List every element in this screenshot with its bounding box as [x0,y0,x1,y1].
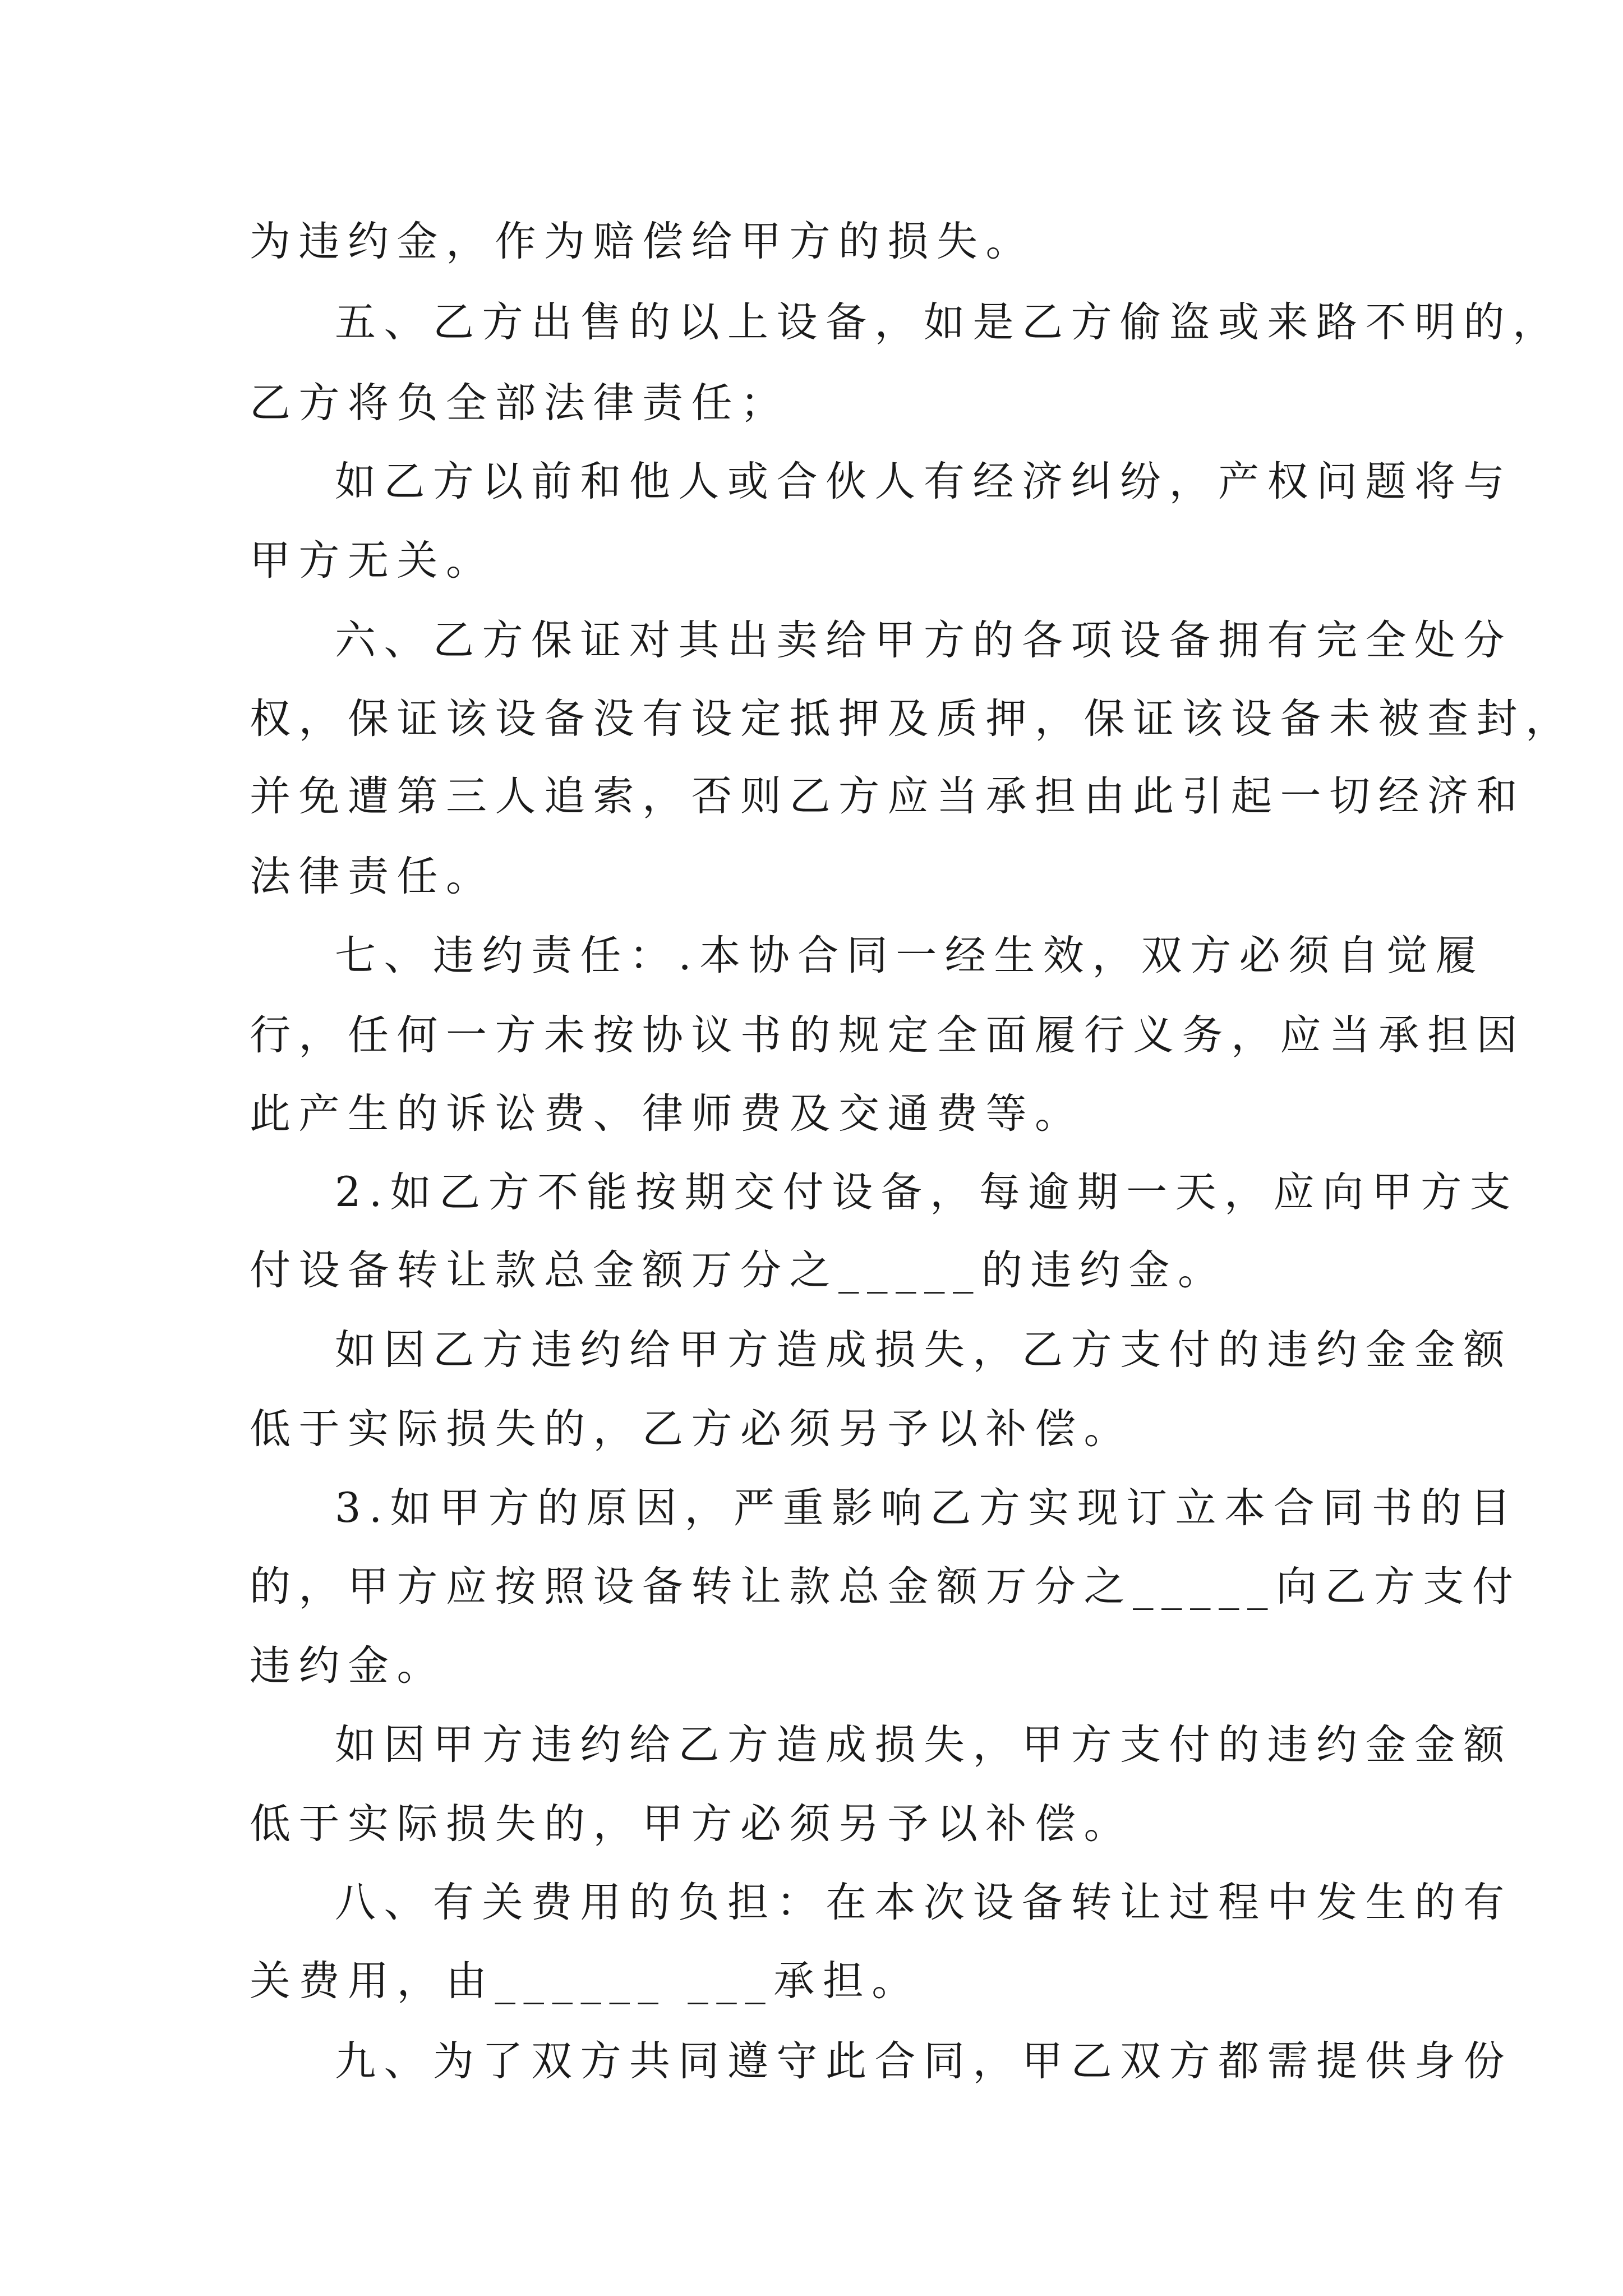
text-line: 甲方无关。 [250,537,495,585]
text-line: 为违约金，作为赔偿给甲方的损失。 [250,218,1035,265]
text-line: 违约金。 [250,1642,446,1690]
text-line: 并免遭第三人追索，否则乙方应当承担由此引起一切经济和 [250,772,1525,820]
text-line: 低于实际损失的，乙方必须另予以补偿。 [250,1405,1133,1453]
text-line: 低于实际损失的，甲方必须另予以补偿。 [250,1800,1133,1848]
text-line: 七、违约责任：.本协合同一经生效，双方必须自觉履 [335,932,1485,979]
text-line: 九、为了双方共同遵守此合同，甲乙双方都需提供身份 [335,2037,1513,2085]
text-line: 如乙方以前和他人或合伙人有经济纠纷，产权问题将与 [335,458,1513,505]
text-line: 如因甲方违约给乙方造成损失，甲方支付的违约金金额 [335,1721,1513,1769]
text-line: 付设备转让款总金额万分之_____的违约金。 [250,1246,1227,1294]
text-line: 的，甲方应按照设备转让款总金额万分之_____向乙方支付 [250,1563,1521,1611]
text-line: 六、乙方保证对其出卖给甲方的各项设备拥有完全处分 [335,616,1513,664]
text-line: 3.如甲方的原因，严重影响乙方实现订立本合同书的目 [335,1484,1519,1532]
text-line: 如因乙方违约给甲方造成损失，乙方支付的违约金金额 [335,1326,1513,1374]
text-line: 关费用，由______ ___承担。 [250,1957,921,2005]
text-line: 八、有关费用的负担：在本次设备转让过程中发生的有 [335,1879,1513,1926]
text-line: 乙方将负全部法律责任； [250,379,790,427]
text-line: 法律责任。 [250,853,495,900]
text-line: 此产生的诉讼费、律师费及交通费等。 [250,1090,1084,1138]
text-line: 权，保证该设备没有设定抵押及质押，保证该设备未被查封， [250,695,1575,743]
text-line: 2.如乙方不能按期交付设备，每逾期一天，应向甲方支 [335,1168,1519,1216]
text-line: 行，任何一方未按协议书的规定全面履行义务，应当承担因 [250,1011,1525,1059]
text-line: 五、乙方出售的以上设备，如是乙方偷盗或来路不明的， [335,298,1562,346]
